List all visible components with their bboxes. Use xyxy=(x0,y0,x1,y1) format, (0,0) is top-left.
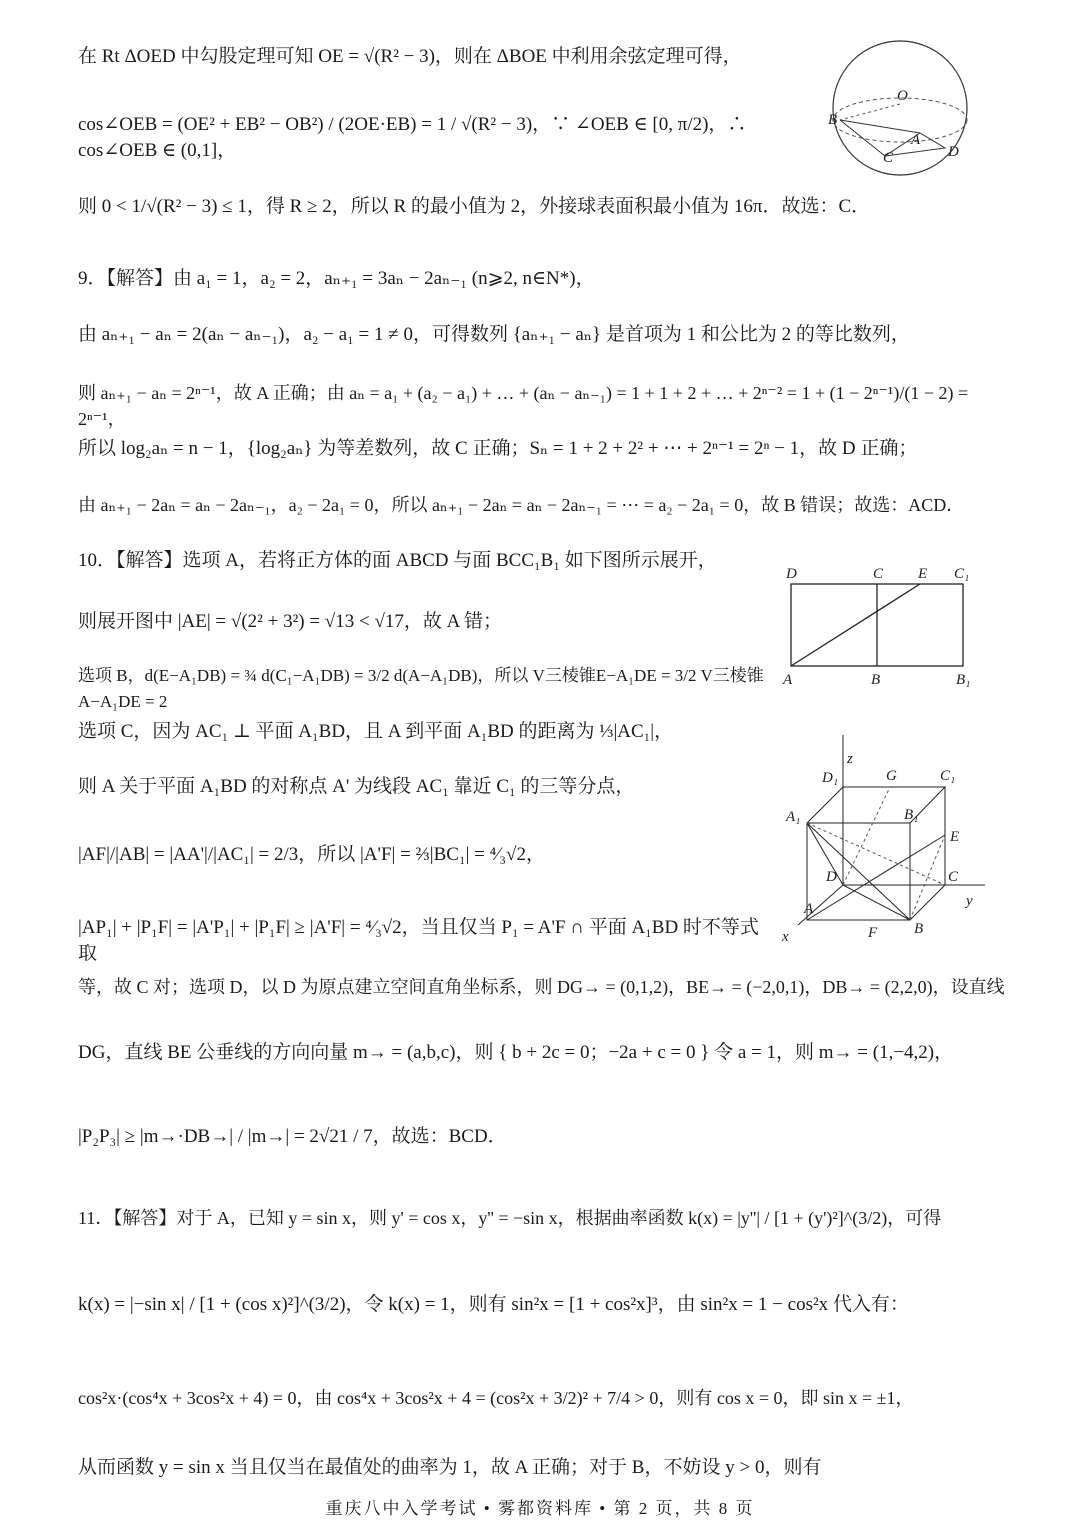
cube-label: G xyxy=(886,768,897,784)
text-line: 由 aₙ₊₁ − 2aₙ = aₙ − 2aₙ₋₁，a₂ − 2a₁ = 0，所以 aₙ₊₁ − 2aₙ = aₙ − 2aₙ₋₁ = ⋯ = a₂ − 2a₁ = 0，故 B 错误；故选：ACD． xyxy=(78,495,965,515)
sphere-label: C xyxy=(883,150,894,166)
cube-label: z xyxy=(847,751,853,767)
text-line: 所以 log₂aₙ = n − 1，{log₂aₙ} 为等差数列，故 C 正确；Sₙ = 1 + 2 + 2² + ⋯ + 2ⁿ⁻¹ = 2ⁿ − 1，故 D 正确； xyxy=(78,438,918,459)
text-line: 从而函数 y = sin x 当且仅当在最值处的曲率为 1，故 A 正确；对于 B，不妨设 y > 0，则有 xyxy=(78,1457,822,1478)
text-line: 则 A 关于平面 A₁BD 的对称点 A' 为线段 AC₁ 靠近 C₁ 的三等分点， xyxy=(78,776,635,797)
unfold-label: C₁ xyxy=(954,566,970,582)
text-line: 10．【解答】选项 A，若将正方体的面 ABCD 与面 BCC₁B₁ 如下图所示展开， xyxy=(78,550,717,571)
cube-figure xyxy=(780,725,995,945)
cube-label: A₁ xyxy=(786,809,801,825)
cube-label: A xyxy=(804,901,814,917)
text-line: DG，直线 BE 公垂线的方向向量 m→ = (a,b,c)，则 { b + 2c = 0；−2a + c = 0 } 令 a = 1，则 m→ = (1,−4,2)， xyxy=(78,1042,954,1063)
text-line: |AP₁| + |P₁F| = |A'P₁| + |P₁F| ≥ |A'F| = ⁴⁄₃√2，当且仅当 P₁ = A'F ∩ 平面 A₁BD 时不等式取 xyxy=(78,917,759,964)
text-line: 则 aₙ₊₁ − aₙ = 2ⁿ⁻¹，故 A 正确；由 aₙ = a₁ + (a₂ − a₁) + … + (aₙ − aₙ₋₁) = 1 + 1 + 2 + … + 2ⁿ⁻² = 1 + (1 − 2ⁿ⁻¹)/(1 − 2) = 2ⁿ⁻¹， xyxy=(78,383,969,429)
cube-label: C₁ xyxy=(940,768,956,784)
cube-label: B₁ xyxy=(904,807,919,823)
sphere-figure xyxy=(825,38,975,178)
unfold-label: A xyxy=(783,672,793,688)
cube-label: C xyxy=(948,869,959,885)
text-line: |P₂P₃| ≥ |m→·DB→| / |m→| = 2√21 / 7，故选：BCD． xyxy=(78,1126,507,1147)
cube-label: D₁ xyxy=(822,770,839,786)
sphere-label: O xyxy=(897,88,908,104)
unfold-label: C xyxy=(873,566,884,582)
cube-label: E xyxy=(950,829,960,845)
unfold-label: E xyxy=(918,566,928,582)
cube-label: B xyxy=(914,921,924,937)
text-line: k(x) = |−sin x| / [1 + (cos x)²]^(3/2)，令 k(x) = 1，则有 sin²x = [1 + cos²x]³，由 sin²x = 1 − cos²x 代入有： xyxy=(78,1294,909,1315)
unfolded-figure xyxy=(778,560,988,695)
cube-label: x xyxy=(782,929,789,945)
text-line: 11．【解答】对于 A，已知 y = sin x，则 y' = cos x，y'' = −sin x，根据曲率函数 k(x) = |y''| / [1 + (y')²]^(3/2)，可得 xyxy=(78,1208,942,1228)
page-footer: 重庆八中入学考试 • 雾都资料库 • 第 2 页，共 8 页 xyxy=(325,1499,755,1518)
scan-fade xyxy=(930,1440,1080,1490)
text-line: 等，故 C 对；选项 D，以 D 为原点建立空间直角坐标系，则 DG→ = (0,1,2)，BE→ = (−2,0,1)，DB→ = (2,2,0)，设直线 xyxy=(78,977,1005,997)
unfold-label: B xyxy=(871,672,881,688)
text-line: 则展开图中 |AE| = √(2² + 3²) = √13 < √17，故 A 错； xyxy=(78,611,503,632)
text-line: 选项 B，d(E−A₁DB) = ¾ d(C₁−A₁DB) = 3/2 d(A−A₁DB)，所以 V三棱锥E−A₁DE = 3/2 V三棱锥A−A₁DE = 2 xyxy=(78,666,764,711)
unfold-label: B₁ xyxy=(956,672,971,688)
text-line: cos²x·(cos⁴x + 3cos²x + 4) = 0，由 cos⁴x + 3cos²x + 4 = (cos²x + 3/2)² + 7/4 > 0，则有 cos x = 0，即 sin x = ±1， xyxy=(78,1388,914,1408)
sphere-label: B xyxy=(828,112,838,128)
text-line: 9．【解答】由 a₁ = 1，a₂ = 2，aₙ₊₁ = 3aₙ − 2aₙ₋₁ (n⩾2, n∈N*)， xyxy=(78,268,595,289)
cube-label: y xyxy=(966,893,973,909)
sphere-label: D xyxy=(948,144,959,160)
text-line: 则 0 < 1/√(R² − 3) ≤ 1，得 R ≥ 2，所以 R 的最小值为 2，外接球表面积最小值为 16π．故选：C． xyxy=(78,196,871,217)
cube-label: F xyxy=(868,925,878,941)
text-line: 选项 C，因为 AC₁ ⊥ 平面 A₁BD，且 A 到平面 A₁BD 的距离为 ⅓|AC₁|， xyxy=(78,721,674,742)
unfold-label: D xyxy=(786,566,797,582)
text-line: |AF|/|AB| = |AA'|/|AC₁| = 2/3，所以 |A'F| = ⅔|BC₁| = ⁴⁄₃√2， xyxy=(78,844,545,865)
cube-label: D xyxy=(826,869,837,885)
text-line: cos∠OEB = (OE² + EB² − OB²) / (2OE·EB) = 1 / √(R² − 3)，∵ ∠OEB ∈ [0, π/2)，∴ cos∠OEB ∈ (0,1]， xyxy=(78,114,747,161)
text-line: 在 Rt ΔOED 中勾股定理可知 OE = √(R² − 3)，则在 ΔBOE 中利用余弦定理可得， xyxy=(78,46,742,67)
sphere-label: A xyxy=(911,132,921,148)
text-line: 由 aₙ₊₁ − aₙ = 2(aₙ − aₙ₋₁)，a₂ − a₁ = 1 ≠ 0，可得数列 {aₙ₊₁ − aₙ} 是首项为 1 和公比为 2 的等比数列， xyxy=(78,324,910,345)
